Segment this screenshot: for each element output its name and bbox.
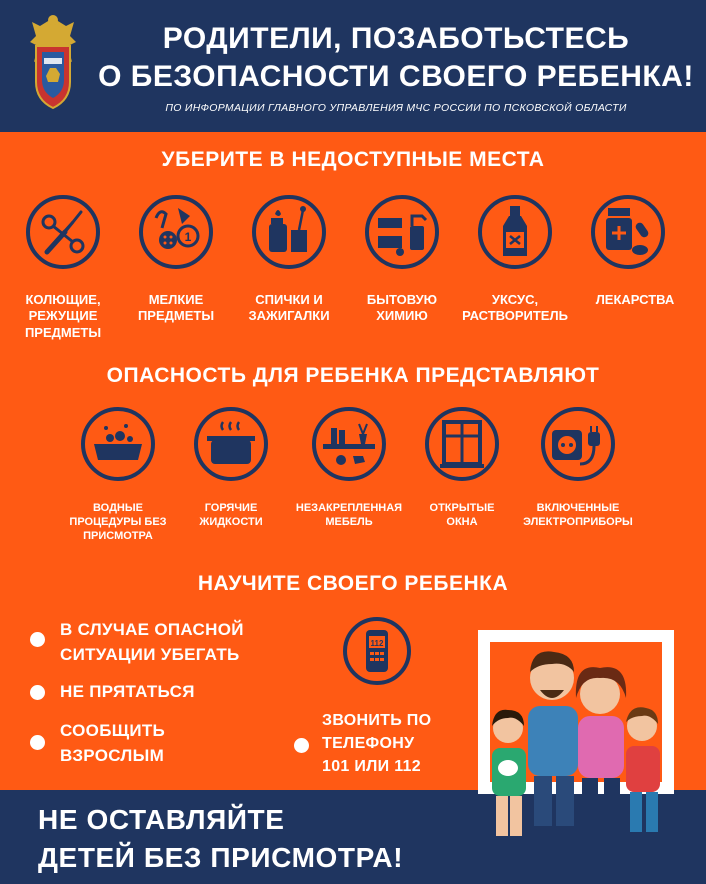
socket-plug-icon [540,406,616,482]
label-medicine: ЛЕКАРСТВА [595,292,675,307]
bullet-dot [294,738,309,753]
scissors-knife-icon [25,194,101,270]
bullet-dont-hide: НЕ ПРЯТАТЬСЯ [60,682,195,701]
small-objects-icon [138,194,214,270]
section2-title: ОПАСНОСТЬ ДЛЯ РЕБЕНКА ПРЕДСТАВЛЯЮТ [106,364,600,387]
label-windows: ОТКРЫТЫЕ ОКНА [429,502,495,528]
label-chemicals: БЫТОВУЮ ХИМИЮ [366,292,438,324]
label-matches: СПИЧКИ И ЗАЖИГАЛКИ [248,292,330,324]
bullet-dot [30,685,45,700]
page-subtitle: ПО ИНФОРМАЦИИ ГЛАВНОГО УПРАВЛЕНИЯ МЧС РОССИИ ПО ПСКОВСКОЙ ОБЛАСТИ [165,102,627,114]
bullet-dot [30,632,45,647]
label-water: ВОДНЫЕ ПРОЦЕДУРЫ БЕЗ ПРИСМОТРА [69,502,167,542]
header-banner [0,0,706,132]
label-hot-liquids: ГОРЯЧИЕ ЖИДКОСТИ [199,502,263,528]
bullet-dot [30,735,45,750]
label-small-objects: МЕЛКИЕ ПРЕДМЕТЫ [137,292,215,324]
section1-title: УБЕРИТЕ В НЕДОСТУПНЫЕ МЕСТА [161,148,545,171]
bathtub-icon [80,406,156,482]
label-vinegar: УКСУС, РАСТВОРИТЕЛЬ [462,292,568,324]
section3-title: НАУЧИТЕ СВОЕГО РЕБЕНКА [197,572,509,595]
label-sharp-objects: КОЛЮЩИЕ, РЕЖУЩИЕ ПРЕДМЕТЫ [24,292,102,340]
phone-number: 112 [370,639,384,648]
bullet-escape: В СЛУЧАЕ ОПАСНОЙ СИТУАЦИИ УБЕГАТЬ [60,620,244,664]
family-illustration [470,628,680,860]
svg-text:1: 1 [184,230,192,244]
vinegar-bottle-icon [477,194,553,270]
page-title-line2: О БЕЗОПАСНОСТИ СВОЕГО РЕБЕНКА! [98,60,694,93]
medicine-icon [590,194,666,270]
bullet-call: ЗВОНИТЬ ПО ТЕЛЕФОНУ 101 ИЛИ 112 [322,712,432,776]
phone-112-icon [342,616,412,686]
footer-line1: НЕ ОСТАВЛЯЙТЕ [38,804,285,835]
window-icon [424,406,500,482]
matches-lighter-icon [251,194,327,270]
household-chemicals-icon [364,194,440,270]
page-title-line1: РОДИТЕЛИ, ПОЗАБОТЬСТЕСЬ [162,22,630,55]
label-furniture: НЕЗАКРЕПЛЕННАЯ МЕБЕЛЬ [295,502,403,528]
hot-pot-icon [193,406,269,482]
shelf-furniture-icon [311,406,387,482]
label-appliances: ВКЛЮЧЕННЫЕ ЭЛЕКТРОПРИБОРЫ [523,502,633,528]
emchs-emblem-icon [22,12,84,112]
bullet-tell-adults: СООБЩИТЬ ВЗРОСЛЫМ [60,721,166,765]
footer-line2: ДЕТЕЙ БЕЗ ПРИСМОТРА! [38,842,404,873]
